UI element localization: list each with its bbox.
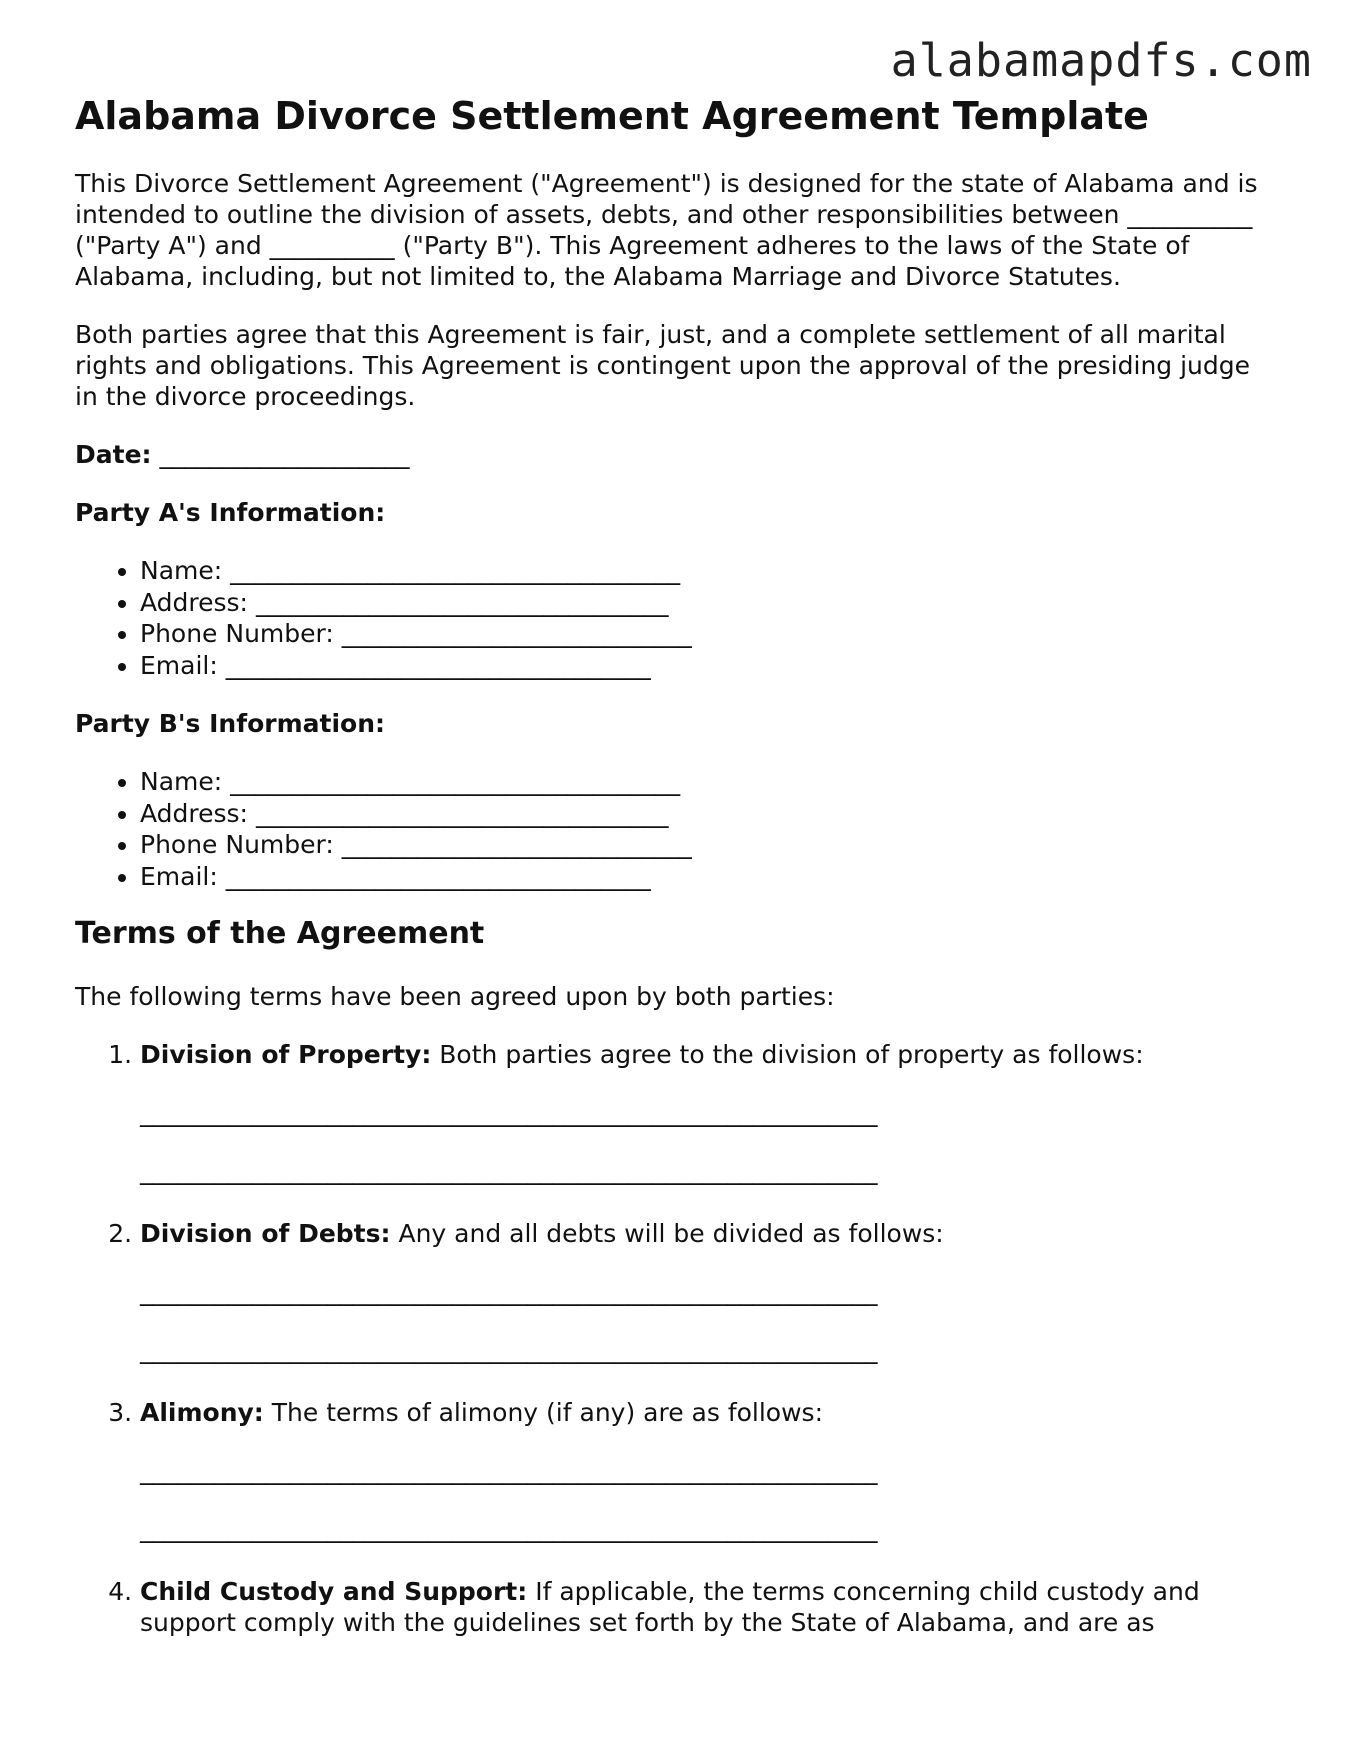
party-b-address-field — [140, 798, 1275, 830]
term-division-of-debts — [140, 1218, 1275, 1365]
term-title: Child Custody and Support: — [140, 1577, 528, 1606]
field-blank[interactable]: __________________________________ — [225, 861, 651, 891]
page-title: Alabama Divorce Settlement Agreement Template — [75, 94, 1149, 138]
field-label: Name: — [140, 556, 223, 585]
fill-line-1[interactable]: ___________________________________________________________ — [140, 1098, 878, 1127]
field-label: Email: — [140, 861, 218, 891]
field-label: Phone Number: — [140, 619, 334, 648]
term-title: Division of Debts: — [140, 1219, 391, 1248]
party-a-address-field — [140, 587, 1275, 619]
date-label: Date: — [75, 440, 152, 469]
field-label: Name: — [140, 767, 223, 796]
field-label: Address: — [140, 587, 248, 617]
field-label: Address: — [140, 798, 248, 828]
party-b-fields — [75, 766, 1275, 892]
term-text: If applicable, the terms concerning child custody and support comply with the guidelines set forth by the State of Alabama, and are as — [140, 1577, 1200, 1637]
field-blank[interactable]: ____________________________ — [341, 830, 692, 859]
field-blank[interactable]: ____________________________________ — [230, 767, 681, 796]
party-a-heading: Party A's Information: — [75, 498, 386, 527]
fill-line-2[interactable]: ___________________________________________________________ — [140, 1514, 878, 1543]
term-text: Any and all debts will be divided as follows: — [398, 1219, 944, 1248]
term-division-of-property — [140, 1039, 1275, 1186]
term-text: Both parties agree to the division of property as follows: — [439, 1040, 1144, 1069]
term-title: Division of Property: — [140, 1040, 432, 1069]
field-blank[interactable]: ____________________________________ — [230, 556, 681, 585]
fill-lines — [140, 1276, 1275, 1365]
intro-paragraph-2: Both parties agree that this Agreement is fair, just, and a complete settlement of all marital rights and obligations. This Agreement is contingent upon the approval of the presiding judge in the divorce proceedings. — [75, 320, 1251, 411]
term-child-custody-support — [140, 1576, 1275, 1638]
terms-list — [75, 1039, 1275, 1638]
fill-lines — [140, 1455, 1275, 1544]
fill-line-2[interactable]: ___________________________________________________________ — [140, 1156, 878, 1185]
terms-intro: The following terms have been agreed upon by both parties: — [75, 982, 835, 1011]
party-a-fields — [75, 555, 1275, 681]
party-a-phone-field — [140, 618, 1275, 650]
date-blank[interactable]: ____________________ — [159, 440, 410, 469]
term-title: Alimony: — [140, 1398, 264, 1427]
term-alimony — [140, 1397, 1275, 1544]
fill-lines — [140, 1097, 1275, 1186]
party-b-heading: Party B's Information: — [75, 709, 385, 738]
party-b-name-field — [140, 766, 1275, 798]
party-b-phone-field — [140, 829, 1275, 861]
field-blank[interactable]: ____________________________ — [341, 619, 692, 648]
fill-line-1[interactable]: ___________________________________________________________ — [140, 1456, 878, 1485]
terms-heading: Terms of the Agreement — [75, 916, 485, 951]
document-page — [75, 88, 1275, 1670]
field-label: Phone Number: — [140, 830, 334, 859]
field-blank[interactable]: _________________________________ — [255, 587, 669, 617]
date-line — [75, 439, 1275, 470]
term-text: The terms of alimony (if any) are as follows: — [271, 1398, 823, 1427]
party-a-name-field — [140, 555, 1275, 587]
field-label: Email: — [140, 650, 218, 680]
field-blank[interactable]: __________________________________ — [225, 650, 651, 680]
field-blank[interactable]: _________________________________ — [255, 798, 669, 828]
fill-line-2[interactable]: ___________________________________________________________ — [140, 1335, 878, 1364]
watermark: alabamapdfs.com — [890, 34, 1312, 87]
party-b-email-field — [140, 861, 1275, 893]
fill-line-1[interactable]: ___________________________________________________________ — [140, 1277, 878, 1306]
intro-paragraph-1: This Divorce Settlement Agreement ("Agreement") is designed for the state of Alabama and is intended to outline the division of assets, debts, and other responsibilities between __________ ("Party A") and __________ ("Party B"). This Agreement adheres to the laws of the State of Alabama, including, but not limited to, the Alabama Marriage and Divorce Statutes. — [75, 169, 1258, 291]
party-a-email-field — [140, 650, 1275, 682]
